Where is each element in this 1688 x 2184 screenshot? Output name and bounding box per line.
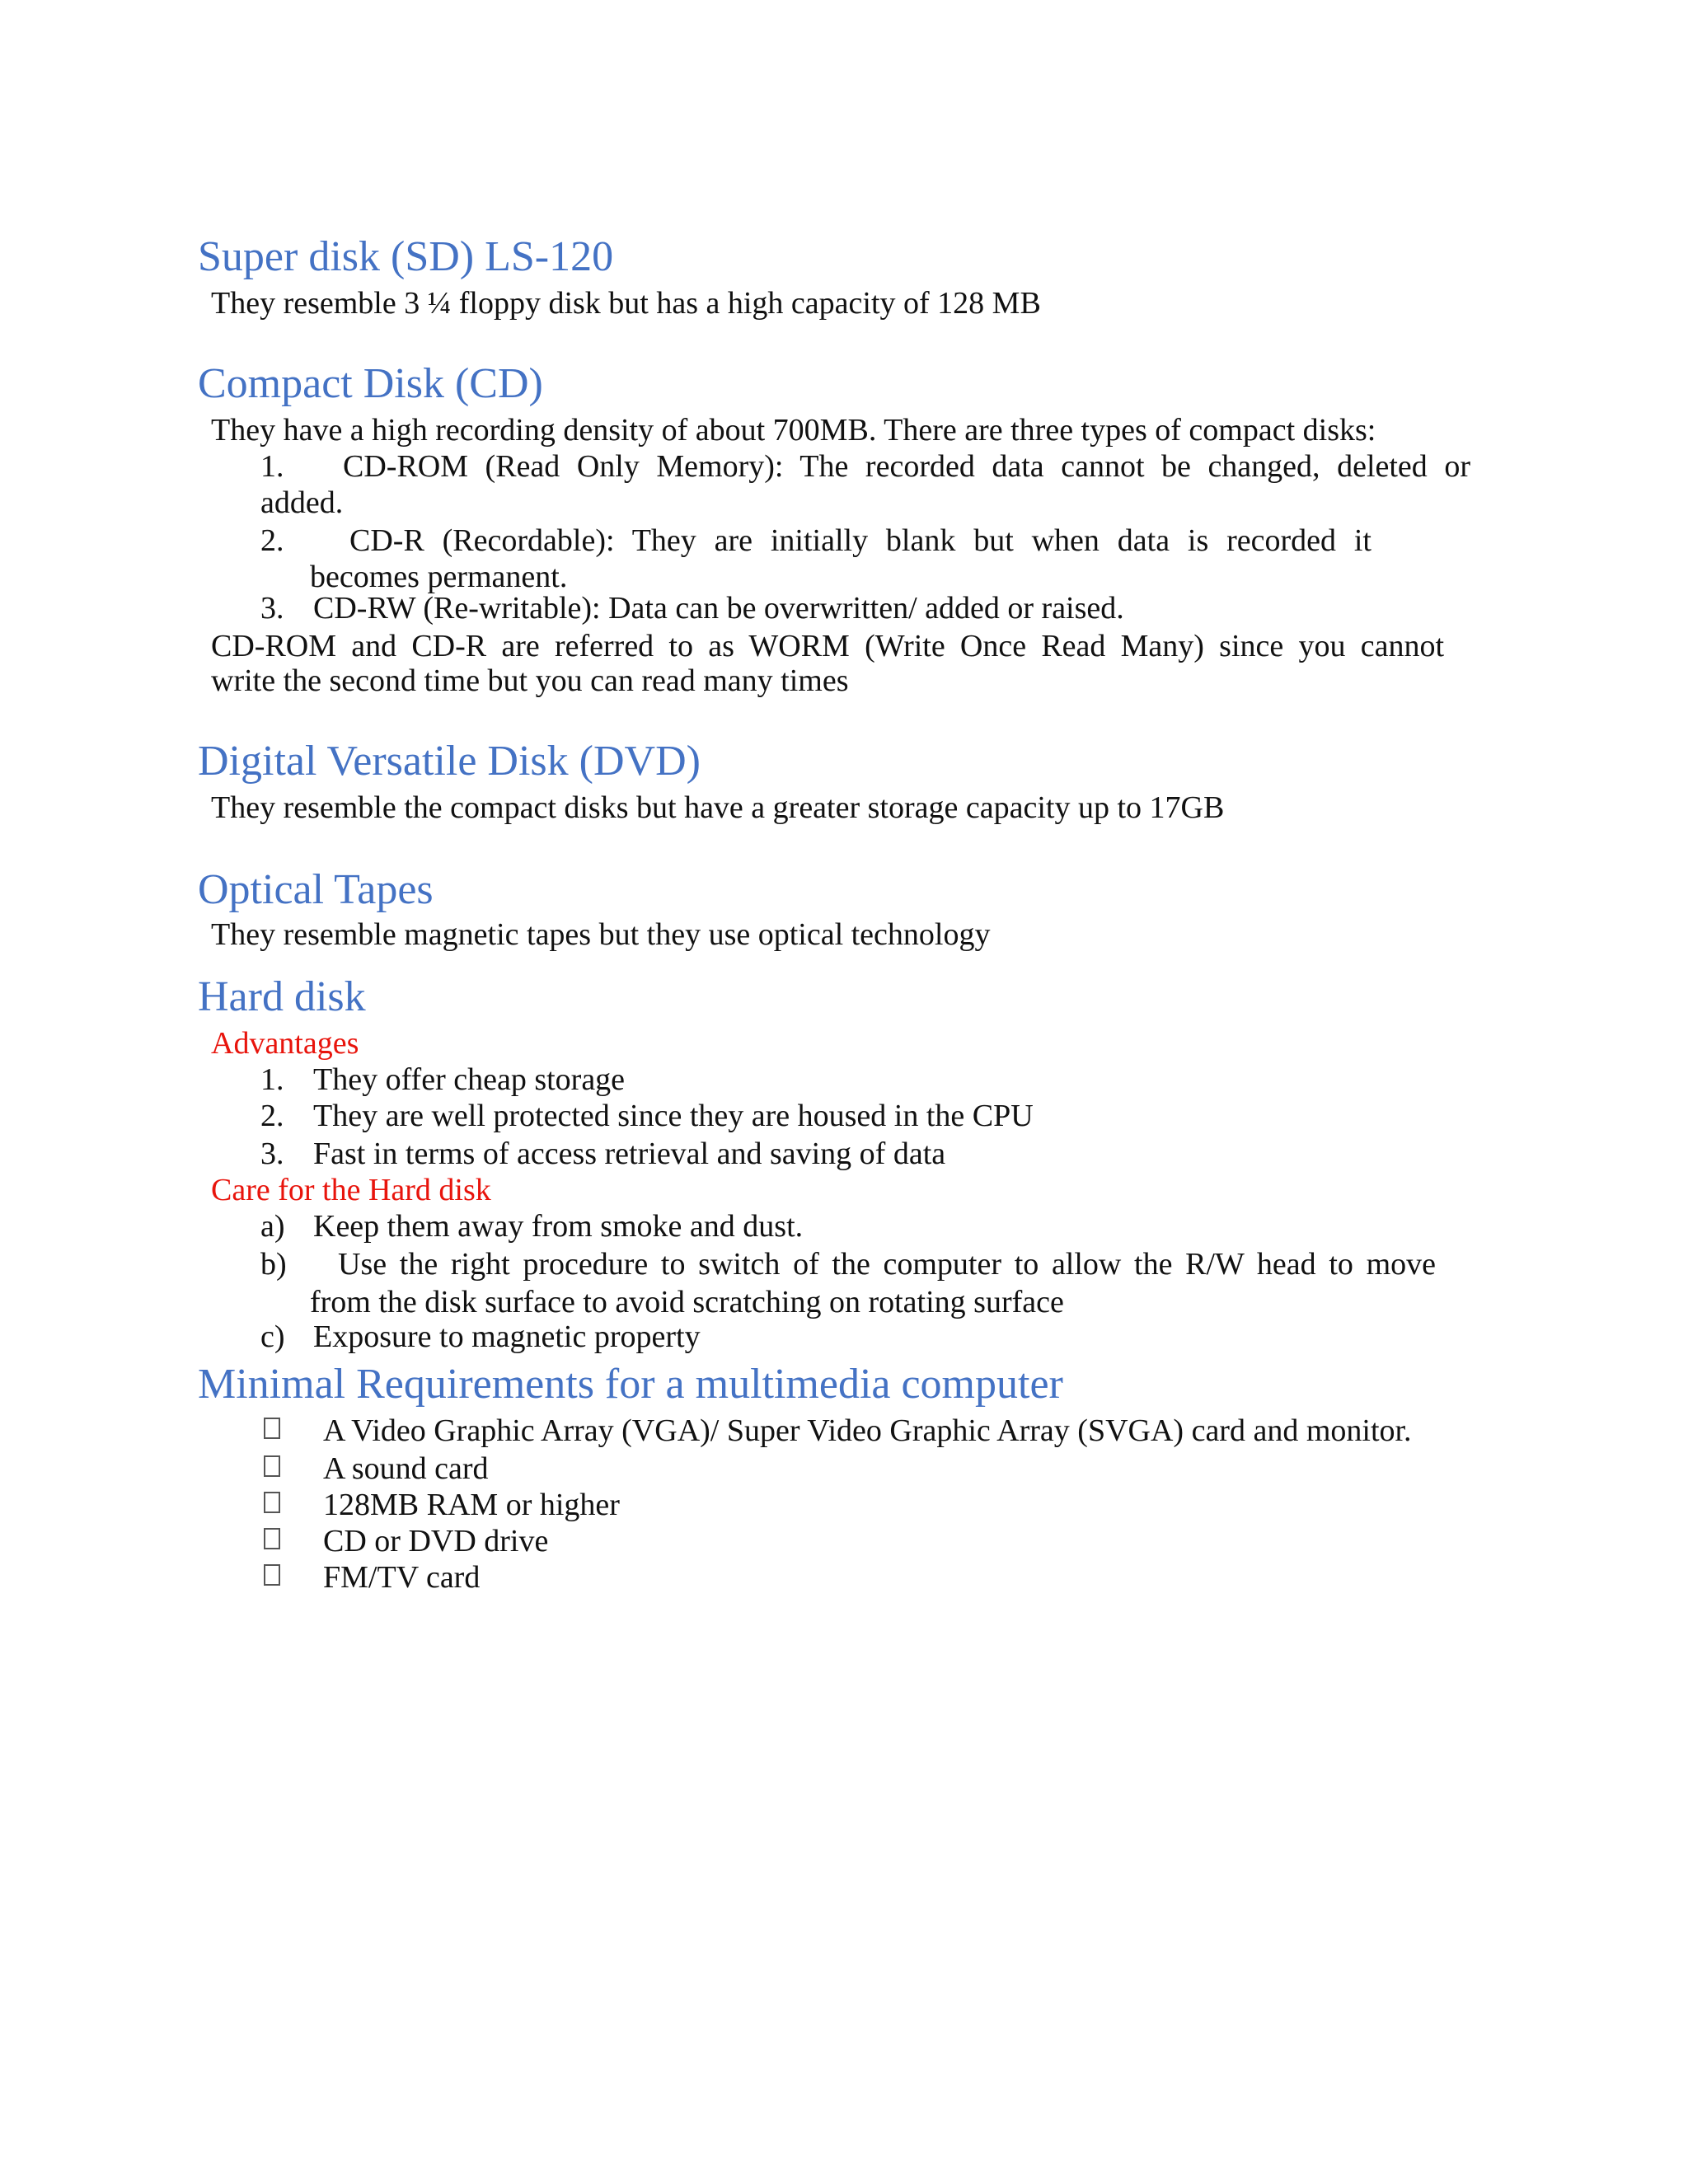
heading-super-disk: Super disk (SD) LS-120 (198, 233, 614, 280)
heading-optical-tapes: Optical Tapes (198, 866, 434, 913)
list-marker: 1. (260, 1062, 284, 1097)
advantage-item: They are well protected since they are housed in the CPU (313, 1099, 1034, 1133)
list-marker: 3. (260, 1137, 284, 1171)
optical-tapes-text: They resemble magnetic tapes but they use optical technology (211, 917, 991, 952)
checkbox-glyph-icon (264, 1564, 280, 1586)
heading-multimedia-requirements: Minimal Requirements for a multimedia computer (198, 1361, 1063, 1408)
list-marker: 2. (260, 523, 284, 558)
advantages-label: Advantages (211, 1026, 359, 1061)
list-marker: c) (260, 1319, 285, 1354)
cd-item-line: added. (260, 485, 344, 520)
worm-note-line: CD-ROM and CD-R are referred to as WORM (Write Once Read Many) since you cannot (211, 629, 1444, 663)
super-disk-text: They resemble 3 ¼ floppy disk but has a high capacity of 128 MB (211, 286, 1041, 321)
advantage-item: They offer cheap storage (313, 1062, 626, 1097)
worm-note-line: write the second time but you can read many times (211, 663, 849, 698)
checkbox-glyph-icon (264, 1418, 280, 1439)
requirement-item: A sound card (323, 1451, 489, 1486)
cd-item-line: becomes permanent. (310, 560, 568, 594)
care-item-line: Keep them away from smoke and dust. (313, 1209, 804, 1244)
dvd-text: They resemble the compact disks but have a greater storage capacity up to 17GB (211, 790, 1225, 825)
care-item-line: from the disk surface to avoid scratching on rotating surface (310, 1285, 1064, 1319)
heading-compact-disk: Compact Disk (CD) (198, 360, 543, 407)
cd-item-line: CD-R (Recordable): They are initially blank but when data is recorded it (349, 523, 1372, 558)
care-item-line: Use the right procedure to switch of the computer to allow the R/W head to move (338, 1247, 1436, 1282)
compact-disk-intro: They have a high recording density of about 700MB. There are three types of compact disks: (211, 413, 1376, 448)
list-marker: 3. (260, 591, 284, 626)
cd-item-line: CD-ROM (Read Only Memory): The recorded data cannot be changed, deleted or (343, 449, 1470, 484)
list-marker: a) (260, 1209, 285, 1244)
cd-item-line: CD-RW (Re-writable): Data can be overwritten/ added or raised. (313, 591, 1124, 626)
checkbox-glyph-icon (264, 1455, 280, 1477)
checkbox-glyph-icon (264, 1492, 280, 1513)
requirement-item: CD or DVD drive (323, 1524, 549, 1558)
list-marker: 2. (260, 1099, 284, 1133)
requirement-item: 128MB RAM or higher (323, 1488, 620, 1522)
checkbox-glyph-icon (264, 1528, 280, 1549)
requirement-item: A Video Graphic Array (VGA)/ Super Video Graphic Array (SVGA) card and monitor. (323, 1413, 1412, 1448)
requirement-item: FM/TV card (323, 1560, 481, 1595)
advantage-item: Fast in terms of access retrieval and saving of data (313, 1137, 946, 1171)
care-item-line: Exposure to magnetic property (313, 1319, 701, 1354)
heading-hard-disk: Hard disk (198, 973, 366, 1020)
list-marker: 1. (260, 449, 284, 484)
care-label: Care for the Hard disk (211, 1173, 491, 1207)
list-marker: b) (260, 1247, 287, 1282)
heading-dvd: Digital Versatile Disk (DVD) (198, 738, 701, 785)
